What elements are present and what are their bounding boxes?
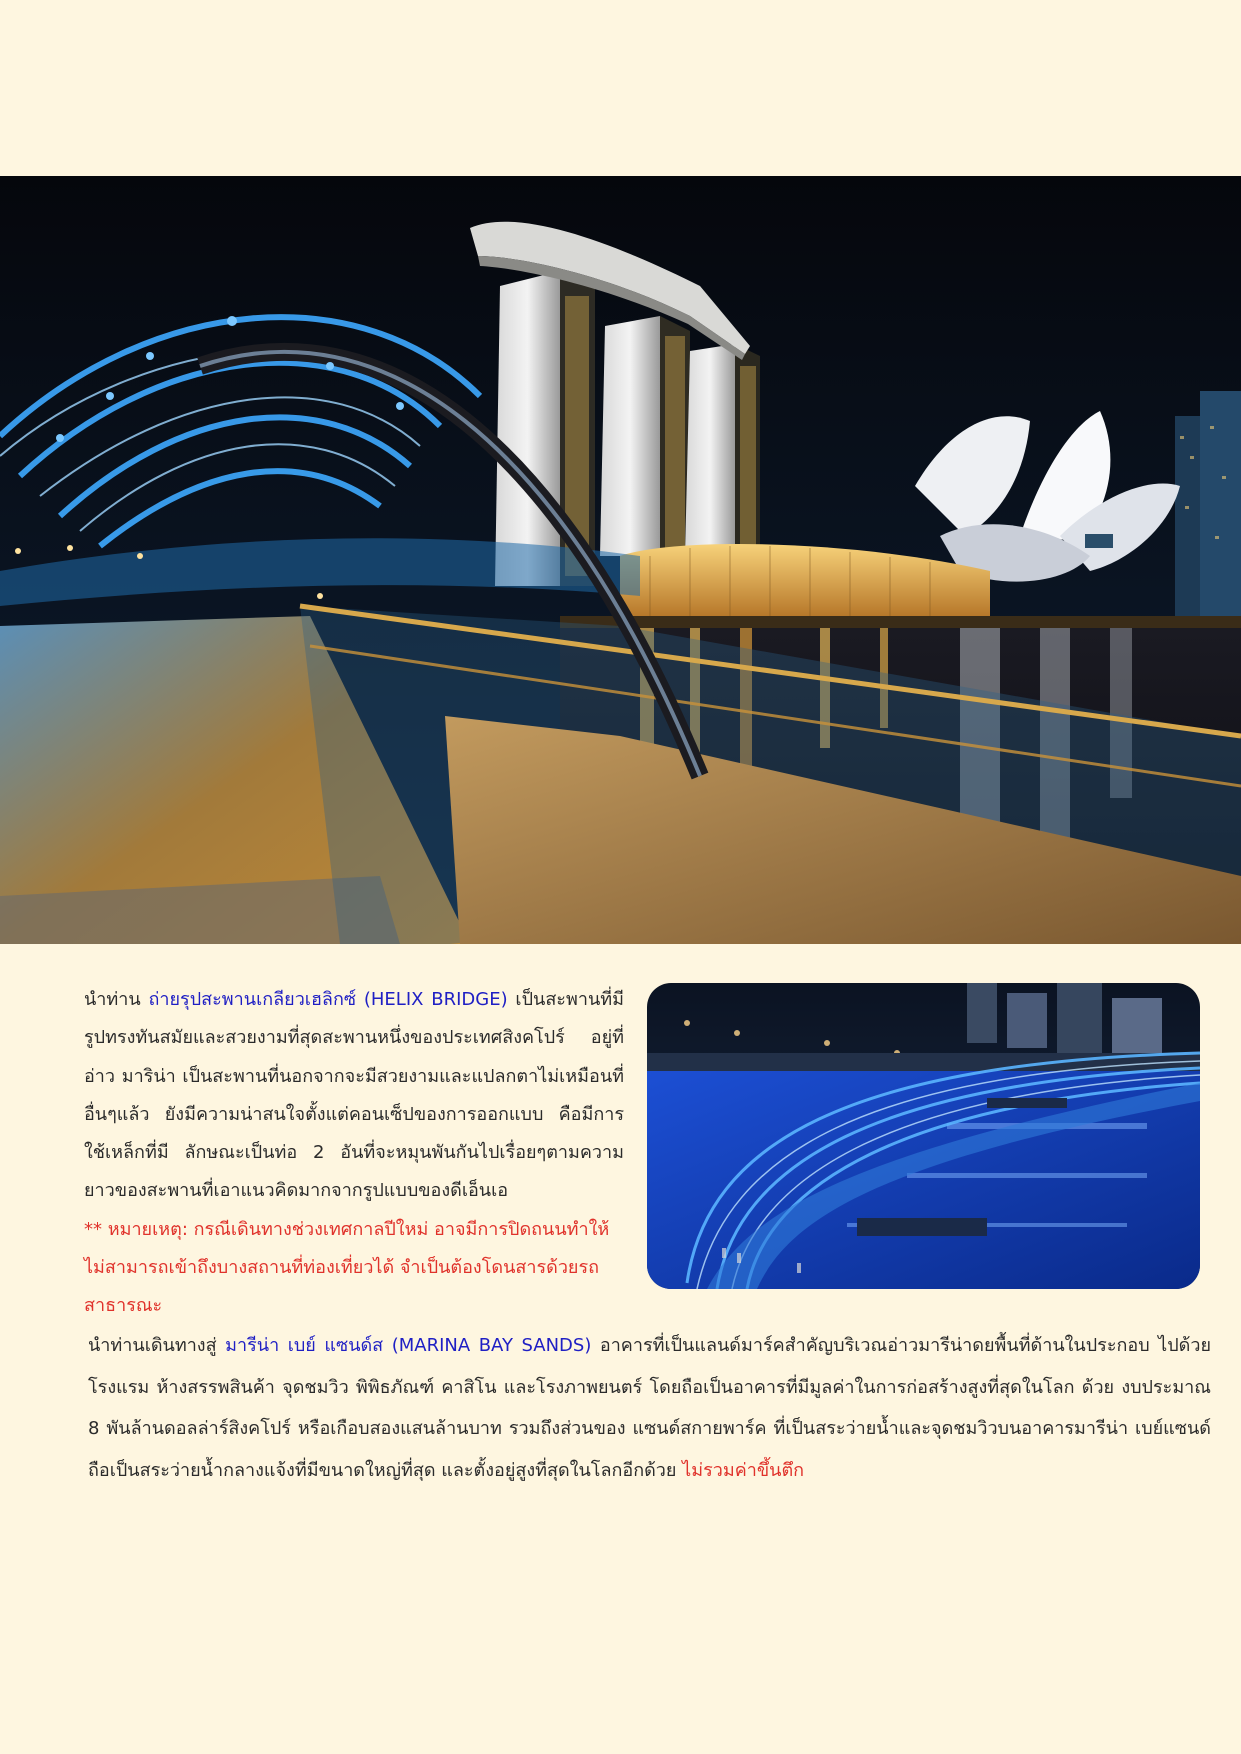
paragraph2-intro: นำท่านเดินทางสู่ — [88, 1335, 226, 1356]
excluded-fee-note: ไม่รวมค่าขึ้นตึก — [682, 1459, 805, 1481]
helix-bridge-heading: ถ่ายรุปสะพานเกลียวเฮลิกซ์ (HELIX BRIDGE) — [148, 989, 508, 1010]
paragraph1-intro: นำท่าน — [84, 989, 149, 1010]
paragraph2-body: อาคารที่เป็นแลนด์มาร์คสำคัญบริเวณอ่าวมารีน่าดยพื้นที่ด้านในประกอบ ไปด้วย โรงแรม ห้างสรรพสินค้า จุดชมวิว พิพิธภัณฑ์ คาสิโน และโรงภาพยนตร์ โดยถือเป็นอาคารที่มีมูลค่าในการก่อสร้างสูงที่สุดในโลก ด้วย งบประมาณ 8 พันล้านดอลล่าร์สิงคโปร์ หรือเกือบสองแสนล้านบาท รวมถึงส่วนของ แซนด์สกายพาร์ค ที่เป็นสระว่ายน้ำและจุดชมวิวบนอาคารมารีน่า เบย์แซนด์ ถือเป็นสระว่ายน้ำกลางแจ้งที่มีขนาดใหญ่ที่สุด และตั้งอยู่สูงที่สุดในโลกอีกด้วย — [88, 1335, 1211, 1481]
helix-bridge-photo — [647, 983, 1200, 1289]
marina-bay-sands-description — [88, 1325, 1211, 1491]
marina-bay-sands-heading: มารีน่า เบย์ แซนด์ส (MARINA BAY SANDS) — [225, 1335, 592, 1356]
hero-photo-helix-bridge-marina-bay — [0, 176, 1241, 944]
new-year-remark: ** หมายเหตุ: กรณีเดินทางช่วงเทศกาลปีใหม่ อาจมีการปิดถนนทำให้ไม่สามารถเข้าถึงบางสถานที่ท่องเที่ยวได้ จำเป็นต้องโดนสารด้วยรถสาธารณะ — [84, 1218, 610, 1317]
helix-bridge-description — [84, 981, 624, 1326]
paragraph1-body: เป็นสะพานที่มีรูปทรงทันสมัยและสวยงามที่สุดสะพานหนึ่งของประเทศสิงคโปร์ อยู่ที่อ่าว มาริน่า เป็นสะพานที่นอกจากจะมีสวยงามและแปลกตาไม่เหมือนที่อื่นๆแล้ว ยังมีความน่าสนใจตั้งแต่คอนเซ็ปของการออกแบบ คือมีการใช้เหล็กที่มี ลักษณะเป็นท่อ 2 อันที่จะหมุนพันกันไปเรื่อยๆตามความยาวของสะพานที่เอาแนวคิดมากจากรูปแบบของดีเอ็นเอ — [84, 989, 624, 1202]
